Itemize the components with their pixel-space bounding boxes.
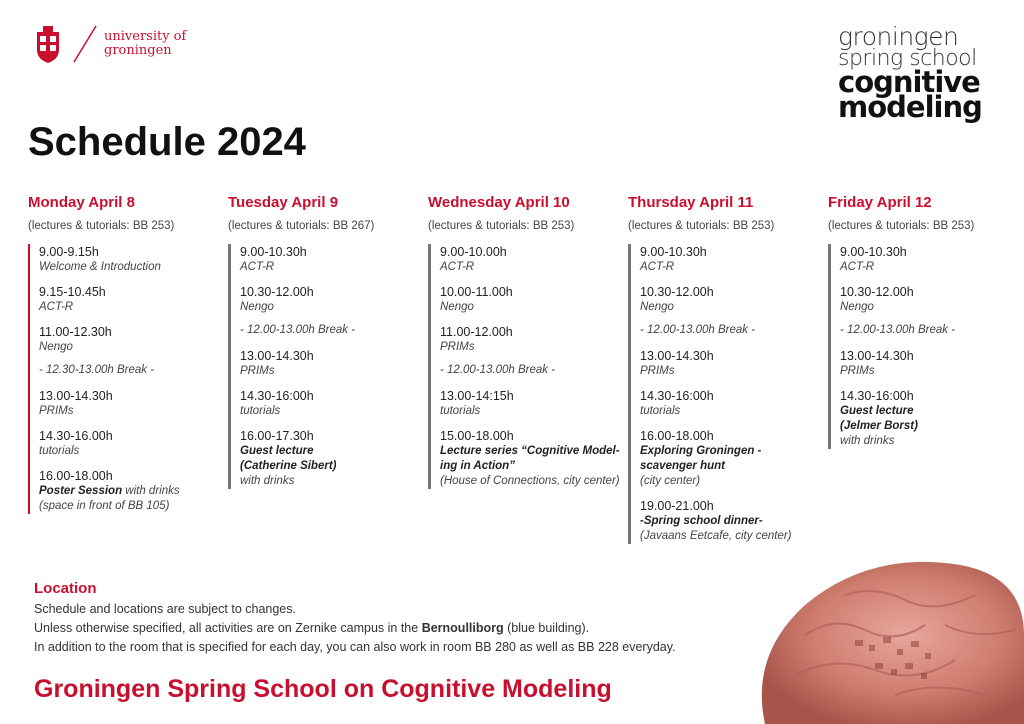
school-logo-line3: cognitive <box>838 65 980 99</box>
slot-item <box>39 324 223 355</box>
university-logo <box>34 24 186 64</box>
slot-description: PRIMs <box>840 365 875 377</box>
slot-item <box>640 244 823 275</box>
slot-description: PRIMs <box>240 365 275 377</box>
university-name-line1: university of <box>104 29 187 44</box>
slot-description: ACT-R <box>240 261 275 273</box>
slot-description: tutorials <box>240 405 281 417</box>
location-line3: In addition to the room that is specified for each day, you can also work in room BB 280 as well as BB 228 everyday. <box>34 640 676 654</box>
location-line2 <box>34 621 754 635</box>
slot-title: -Spring school dinner- <box>640 515 763 527</box>
location-building: Bernoulliborg <box>421 621 504 635</box>
slot-title-cont: (Jelmer Borst) <box>840 420 918 432</box>
location-line1: Schedule and locations are subject to changes. <box>34 602 296 616</box>
slot-time: 16.00-18.00h <box>640 429 714 443</box>
slot-item <box>440 244 623 275</box>
school-logo-line1: groningen <box>838 22 959 51</box>
slot-description: PRIMs <box>440 341 475 353</box>
slot-item <box>440 428 623 489</box>
slot-item <box>840 284 1023 315</box>
day-title: Wednesday April 10 <box>428 194 570 211</box>
university-name-line2: groningen <box>104 43 172 58</box>
day-room: (lectures & tutorials: BB 253) <box>28 220 175 232</box>
slot-title: Guest lecture <box>240 445 314 457</box>
slot-list <box>828 244 1023 449</box>
spring-school-logo <box>838 22 1000 124</box>
slot-item <box>440 324 623 355</box>
slot-item <box>39 468 223 514</box>
slot-time: 10.30-12.00h <box>240 285 314 299</box>
slot-time: 10.00-11.00h <box>440 285 513 299</box>
slot-item <box>39 284 223 315</box>
university-crest-icon <box>34 24 62 64</box>
slot-item <box>440 284 623 315</box>
slot-title: Lecture series “Cognitive Model- <box>440 445 620 457</box>
slot-item <box>240 348 423 379</box>
break-item: - 12.30-13.00h Break - <box>39 364 155 376</box>
slot-description: Welcome & Introduction <box>39 261 161 273</box>
slot-list <box>628 244 823 544</box>
slot-description: with drinks <box>122 485 180 497</box>
slot-time: 9.00-10.00h <box>440 245 507 259</box>
day-title: Monday April 8 <box>28 194 135 211</box>
location-line2-pre: Unless otherwise specified, all activities are on Zernike campus in the <box>34 621 422 635</box>
day-column <box>628 194 823 553</box>
slot-note: (city center) <box>640 475 701 487</box>
slot-description: PRIMs <box>640 365 675 377</box>
slot-time: 13.00-14.30h <box>840 349 914 363</box>
slot-list <box>28 244 223 514</box>
slot-description: Nengo <box>240 301 274 313</box>
slot-note: (House of Connections, city center) <box>440 475 620 487</box>
slot-description: tutorials <box>640 405 681 417</box>
slot-description: Nengo <box>840 301 874 313</box>
slot-item <box>840 388 1023 449</box>
slot-time: 14.30-16:00h <box>840 389 914 403</box>
slot-title-cont: (Catherine Sibert) <box>240 460 337 472</box>
slot-item <box>640 388 823 419</box>
slot-description: tutorials <box>39 445 80 457</box>
slot-time: 16.00-17.30h <box>240 429 314 443</box>
slot-time: 9.15-10.45h <box>39 285 106 299</box>
slot-time: 14.30-16:00h <box>240 389 314 403</box>
slot-time: 14.30-16.00h <box>39 429 113 443</box>
slot-title: Poster Session <box>39 485 123 497</box>
slot-description: tutorials <box>440 405 481 417</box>
slot-item <box>640 428 823 489</box>
break-item: - 12.00-13.00h Break - <box>640 324 756 336</box>
slot-time: 14.30-16:00h <box>640 389 714 403</box>
footer-title: Groningen Spring School on Cognitive Modeling <box>34 675 612 703</box>
logo-divider-icon <box>70 24 100 64</box>
day-title: Tuesday April 9 <box>228 194 339 211</box>
slot-item <box>840 348 1023 379</box>
slot-list <box>428 244 623 489</box>
slot-time: 10.30-12.00h <box>640 285 714 299</box>
slot-time: 10.30-12.00h <box>840 285 914 299</box>
slot-title-cont: scavenger hunt <box>640 460 725 472</box>
slot-list <box>228 244 423 489</box>
slot-item <box>240 244 423 275</box>
day-room: (lectures & tutorials: BB 253) <box>628 220 775 232</box>
slot-description: ACT-R <box>840 261 875 273</box>
break-item: - 12.00-13.00h Break - <box>440 364 556 376</box>
slot-time: 19.00-21.00h <box>640 499 714 513</box>
slot-item <box>640 348 823 379</box>
slot-time: 13.00-14:15h <box>440 389 514 403</box>
slot-item <box>39 428 223 459</box>
slot-title-cont: ing in Action” <box>440 460 515 472</box>
day-room: (lectures & tutorials: BB 253) <box>828 220 975 232</box>
slot-time: 15.00-18.00h <box>440 429 514 443</box>
slot-time: 11.00-12.30h <box>39 325 112 339</box>
slot-description: Nengo <box>640 301 674 313</box>
day-room: (lectures & tutorials: BB 253) <box>428 220 575 232</box>
slot-time: 16.00-18.00h <box>39 469 113 483</box>
slot-description: ACT-R <box>39 301 74 313</box>
slot-note: (Javaans Eetcafe, city center) <box>640 530 792 542</box>
slot-description: Nengo <box>440 301 474 313</box>
slot-time: 13.00-14.30h <box>240 349 314 363</box>
slot-note: with drinks <box>840 435 895 447</box>
school-logo-line4: modeling <box>838 90 982 124</box>
page-title: Schedule 2024 <box>28 120 306 164</box>
slot-description: ACT-R <box>440 261 475 273</box>
slot-item <box>440 388 623 419</box>
slot-time: 13.00-14.30h <box>39 389 113 403</box>
slot-time: 13.00-14.30h <box>640 349 714 363</box>
slot-time: 11.00-12.00h <box>440 325 513 339</box>
slot-item <box>240 284 423 315</box>
slot-title: Guest lecture <box>840 405 914 417</box>
slot-time: 9.00-10.30h <box>640 245 707 259</box>
break-item: - 12.00-13.00h Break - <box>240 324 356 336</box>
slot-note: (space in front of BB 105) <box>39 500 170 512</box>
break-item: - 12.00-13.00h Break - <box>840 324 956 336</box>
slot-item <box>240 388 423 419</box>
slot-item <box>39 244 223 275</box>
day-column <box>228 194 423 498</box>
day-title: Friday April 12 <box>828 194 932 211</box>
school-logo-line2: spring school <box>838 46 977 71</box>
day-column <box>28 194 223 523</box>
slot-description: PRIMs <box>39 405 74 417</box>
brain-image <box>745 545 1024 724</box>
day-column <box>428 194 623 498</box>
slot-item <box>240 428 423 489</box>
location-title: Location <box>34 580 97 597</box>
location-line2-post: (blue building). <box>503 621 590 635</box>
slot-note: with drinks <box>240 475 295 487</box>
slot-title: Exploring Groningen - <box>640 445 762 457</box>
day-room: (lectures & tutorials: BB 267) <box>228 220 375 232</box>
slot-time: 9.00-9.15h <box>39 245 99 259</box>
slot-item <box>39 388 223 419</box>
slot-item <box>640 284 823 315</box>
slot-description: ACT-R <box>640 261 675 273</box>
slot-time: 9.00-10.30h <box>240 245 307 259</box>
day-column <box>828 194 1023 458</box>
slot-item <box>840 244 1023 275</box>
slot-time: 9.00-10.30h <box>840 245 907 259</box>
slot-description: Nengo <box>39 341 73 353</box>
day-title: Thursday April 11 <box>628 194 754 211</box>
slot-item <box>640 498 823 544</box>
location-section <box>34 580 754 654</box>
